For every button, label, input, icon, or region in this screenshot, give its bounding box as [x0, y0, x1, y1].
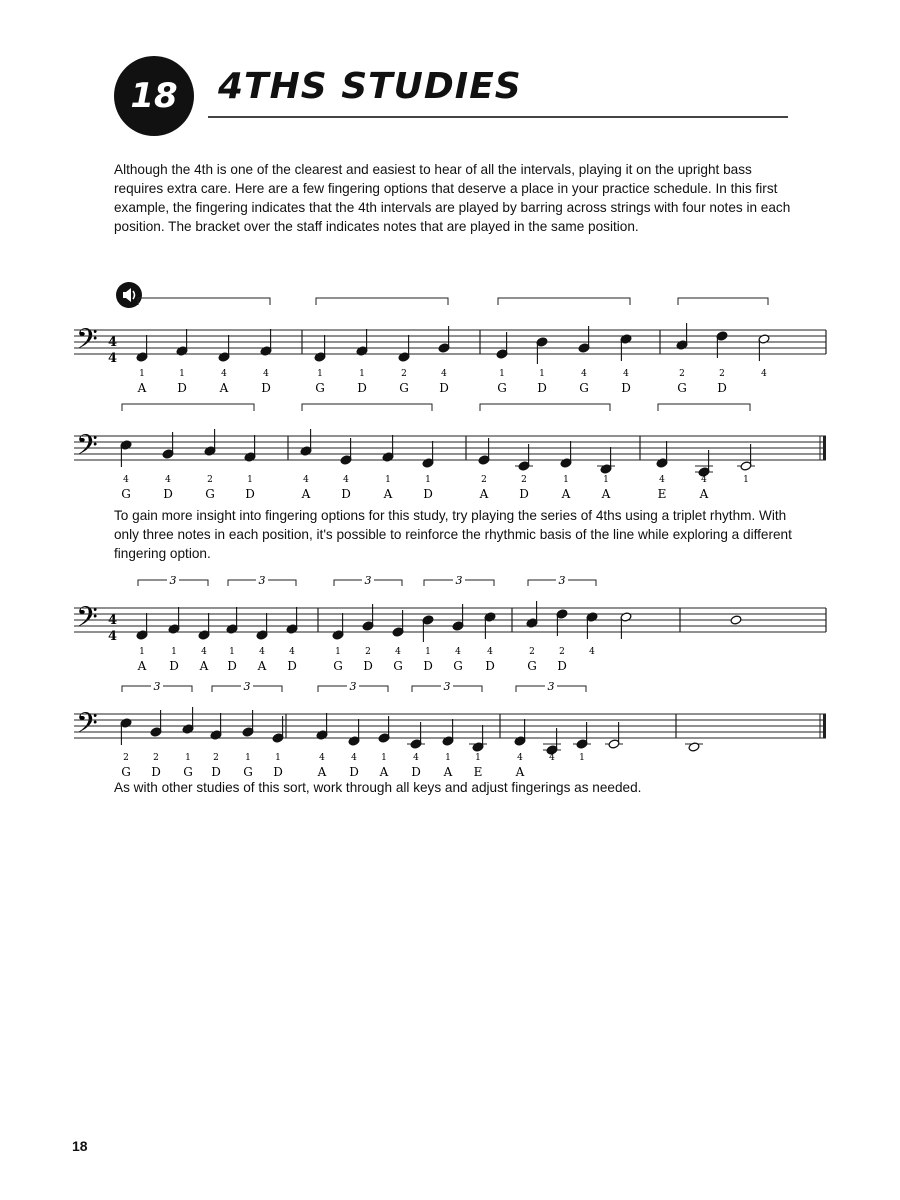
string-name: G — [315, 381, 325, 395]
title-rule — [208, 116, 788, 118]
final-bar-line — [823, 714, 826, 738]
finger-number: 1 — [179, 369, 185, 379]
string-name: D — [169, 659, 179, 673]
triplet-number: 3 — [169, 574, 177, 587]
time-signature-bottom: 4 — [108, 351, 118, 366]
finger-number: 2 — [559, 647, 565, 657]
finger-number: 4 — [319, 753, 325, 763]
finger-number: 1 — [245, 753, 251, 763]
finger-number: 4 — [343, 475, 349, 485]
string-name: G — [497, 381, 507, 395]
page-number: 18 — [72, 1138, 88, 1154]
string-name: A — [443, 765, 453, 779]
finger-number: 1 — [275, 753, 281, 763]
position-bracket — [316, 298, 448, 305]
finger-number: 1 — [539, 369, 545, 379]
chapter-number-badge — [114, 56, 194, 136]
string-name: D — [261, 381, 271, 395]
position-bracket — [658, 404, 750, 411]
string-name: D — [485, 659, 495, 673]
finger-number: 2 — [365, 647, 371, 657]
finger-number: 4 — [263, 369, 269, 379]
string-name: A — [199, 659, 209, 673]
finger-number: 2 — [521, 475, 527, 485]
string-name: D — [537, 381, 547, 395]
svg-text:𝄢: 𝄢 — [76, 601, 98, 641]
finger-number: 2 — [153, 753, 159, 763]
time-signature-top: 4 — [108, 335, 118, 350]
string-name: G — [399, 381, 409, 395]
finger-number: 4 — [761, 369, 767, 379]
string-name: D — [245, 487, 255, 501]
triplet-brackets — [122, 680, 586, 693]
finger-number: 4 — [455, 647, 461, 657]
finger-number: 1 — [499, 369, 505, 379]
time-signature-top: 4 — [108, 613, 118, 628]
svg-text:𝄢: 𝄢 — [76, 429, 98, 469]
finger-number: 4 — [549, 753, 555, 763]
final-bar-line — [823, 436, 826, 460]
string-name: D — [423, 659, 433, 673]
triplet-brackets — [138, 574, 596, 587]
string-name: A — [137, 381, 147, 395]
svg-text:𝄢: 𝄢 — [76, 707, 98, 747]
triplet-number: 3 — [547, 680, 555, 693]
finger-number: 1 — [743, 475, 749, 485]
string-name: G — [579, 381, 589, 395]
finger-number: 4 — [221, 369, 227, 379]
string-name: D — [357, 381, 367, 395]
fingerings — [123, 475, 749, 485]
string-name: A — [219, 381, 229, 395]
finger-number: 2 — [679, 369, 685, 379]
string-name: D — [423, 487, 433, 501]
string-name: G — [393, 659, 403, 673]
string-name: A — [379, 765, 389, 779]
fingerings — [123, 753, 585, 763]
time-signature-bottom: 4 — [108, 629, 118, 644]
finger-number: 4 — [395, 647, 401, 657]
finger-number: 4 — [659, 475, 665, 485]
finger-number: 4 — [517, 753, 523, 763]
string-name: D — [349, 765, 359, 779]
example1-staff-line1 — [0, 292, 900, 402]
string-name: A — [383, 487, 393, 501]
staff-lines — [74, 608, 826, 632]
string-name: D — [411, 765, 421, 779]
finger-number: 4 — [351, 753, 357, 763]
finger-number: 4 — [589, 647, 595, 657]
finger-number: 1 — [475, 753, 481, 763]
example1-staff-line2 — [0, 398, 900, 508]
finger-number: 4 — [581, 369, 587, 379]
string-name: A — [257, 659, 267, 673]
position-bracket — [498, 298, 630, 305]
finger-number: 1 — [139, 647, 145, 657]
svg-text:𝄢: 𝄢 — [76, 323, 98, 363]
string-name: D — [163, 487, 173, 501]
finger-number: 2 — [401, 369, 407, 379]
string-name: A — [137, 659, 147, 673]
example2-staff-line2 — [0, 676, 900, 786]
finger-number: 1 — [335, 647, 341, 657]
string-name: D — [363, 659, 373, 673]
string-names — [121, 487, 708, 501]
position-brackets — [138, 298, 768, 305]
bass-clef-icon — [76, 323, 98, 363]
notes — [136, 601, 742, 642]
finger-number: 2 — [207, 475, 213, 485]
string-name: G — [333, 659, 343, 673]
finger-number: 1 — [317, 369, 323, 379]
finger-number: 4 — [165, 475, 171, 485]
finger-number: 1 — [425, 647, 431, 657]
finger-number: 2 — [719, 369, 725, 379]
string-name: D — [621, 381, 631, 395]
triplet-number: 3 — [243, 680, 251, 693]
finger-number: 1 — [579, 753, 585, 763]
string-name: G — [527, 659, 537, 673]
fingerings — [139, 369, 767, 379]
string-name: D — [341, 487, 351, 501]
triplet-number: 3 — [443, 680, 451, 693]
string-name: D — [519, 487, 529, 501]
string-name: G — [121, 765, 131, 779]
string-name: A — [479, 487, 489, 501]
position-bracket — [302, 404, 432, 411]
staff-lines — [74, 436, 826, 460]
finger-number: 4 — [701, 475, 707, 485]
finger-number: 4 — [289, 647, 295, 657]
note-head — [730, 615, 742, 625]
string-name: G — [183, 765, 193, 779]
string-name: A — [301, 487, 311, 501]
example2-staff-line1 — [0, 570, 900, 680]
finger-number: 1 — [185, 753, 191, 763]
string-name: E — [657, 487, 667, 501]
string-name: G — [453, 659, 463, 673]
finger-number: 4 — [623, 369, 629, 379]
triplet-paragraph: To gain more insight into fingering options for this study, try playing the series of 4ths using a triplet rhythm. With only three notes in each position, it's possible to reinforce the rhythmic basis of the line while exploring a different fingering option. — [114, 508, 792, 561]
triplet-number: 3 — [258, 574, 266, 587]
finger-number: 1 — [139, 369, 145, 379]
triplet-number: 3 — [558, 574, 566, 587]
intro-paragraph: Although the 4th is one of the clearest and easiest to hear of all the intervals, playing it on the upright bass requires extra care. Here are a few fingering options that deserve a place in your practice schedule. In this first example, the fingering indicates that the 4th intervals are played by barring across strings with four notes in each position. The bracket over the staff indicates notes that are played in the same position. — [114, 162, 791, 234]
finger-number: 1 — [229, 647, 235, 657]
string-name: D — [151, 765, 161, 779]
triplet-number: 3 — [153, 680, 161, 693]
bass-clef-icon — [76, 707, 98, 747]
string-name: D — [227, 659, 237, 673]
string-name: D — [439, 381, 449, 395]
position-brackets — [122, 404, 750, 411]
finger-number: 4 — [413, 753, 419, 763]
finger-number: 1 — [603, 475, 609, 485]
position-bracket — [678, 298, 768, 305]
string-name: D — [273, 765, 283, 779]
finger-number: 4 — [201, 647, 207, 657]
finger-number: 1 — [171, 647, 177, 657]
finger-number: 1 — [425, 475, 431, 485]
bass-clef-icon — [76, 429, 98, 469]
string-name: G — [243, 765, 253, 779]
finger-number: 1 — [247, 475, 253, 485]
string-name: A — [561, 487, 571, 501]
string-name: A — [699, 487, 709, 501]
string-name: G — [677, 381, 687, 395]
closing-paragraph: As with other studies of this sort, work through all keys and adjust fingerings as needed. — [114, 780, 642, 795]
finger-number: 2 — [481, 475, 487, 485]
finger-number: 2 — [123, 753, 129, 763]
finger-number: 4 — [259, 647, 265, 657]
finger-number: 4 — [487, 647, 493, 657]
finger-number: 1 — [445, 753, 451, 763]
page-title: 4THS STUDIES — [218, 66, 522, 107]
finger-number: 1 — [359, 369, 365, 379]
string-name: D — [557, 659, 567, 673]
finger-number: 4 — [303, 475, 309, 485]
string-name: A — [317, 765, 327, 779]
string-names — [137, 381, 727, 395]
string-name: D — [177, 381, 187, 395]
finger-number: 1 — [385, 475, 391, 485]
string-names — [137, 659, 567, 673]
string-name: G — [205, 487, 215, 501]
string-name: D — [287, 659, 297, 673]
finger-number: 4 — [441, 369, 447, 379]
triplet-number: 3 — [349, 680, 357, 693]
chapter-number: 18 — [130, 76, 178, 116]
string-names — [121, 765, 524, 779]
string-name: D — [717, 381, 727, 395]
string-name: A — [601, 487, 611, 501]
fingerings — [139, 647, 595, 657]
finger-number: 1 — [381, 753, 387, 763]
notes — [136, 323, 770, 364]
string-name: D — [211, 765, 221, 779]
finger-number: 4 — [123, 475, 129, 485]
string-name: E — [473, 765, 483, 779]
note-head — [688, 742, 700, 752]
finger-number: 2 — [529, 647, 535, 657]
position-bracket — [480, 404, 610, 411]
triplet-number: 3 — [455, 574, 463, 587]
position-bracket — [122, 404, 254, 411]
bass-clef-icon — [76, 601, 98, 641]
string-name: A — [515, 765, 525, 779]
string-name: G — [121, 487, 131, 501]
finger-number: 1 — [563, 475, 569, 485]
finger-number: 2 — [213, 753, 219, 763]
triplet-number: 3 — [364, 574, 372, 587]
position-bracket — [138, 298, 270, 305]
